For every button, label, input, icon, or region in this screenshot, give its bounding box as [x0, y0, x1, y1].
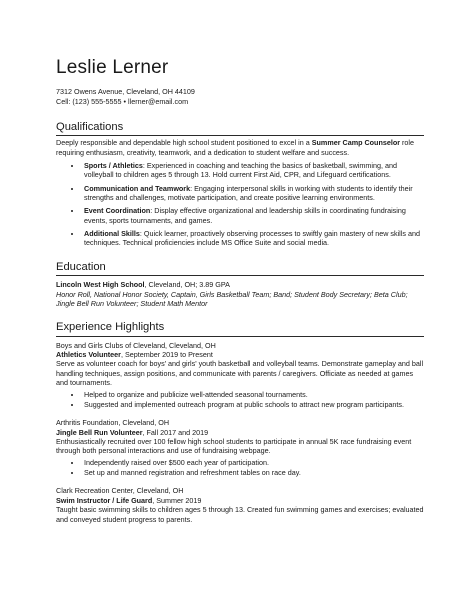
qualifications-list — [56, 161, 424, 248]
section-title-experience: Experience Highlights — [56, 321, 424, 336]
qualification-text: : Engaging interpersonal skills in working with students to identify their strengths and challenges, motivate participation, and create positive learning environments. — [84, 183, 413, 202]
contact-email: llerner@email.com — [128, 97, 189, 107]
education-honors — [56, 290, 424, 309]
qualification-text: : Display effective organizational and leadership skills in coordinating fundraising events, sports tournaments, and games. — [84, 206, 406, 225]
summary-text: Deeply responsible and dependable high school student positioned to excel in a — [56, 138, 312, 148]
education-school-line — [56, 280, 424, 289]
experience-role-line — [56, 496, 424, 505]
experience-dates: , September 2019 to Present — [120, 350, 213, 360]
experience-description: Serve as volunteer coach for boys' and girls' youth basketball and volleyball teams. Demonstrate gameplay and ball handling techniques, assign positions, and communicate with parents / caregivers. Officiate as needed at games and tournaments. — [56, 359, 424, 388]
experience-bullet: • Helped to organize and publicize well-attended seasonal tournaments. — [82, 390, 424, 399]
contact-address: 7312 Owens Avenue, Cleveland, OH 44109 — [56, 86, 195, 96]
summary-target-role: Summer Camp Counselor — [311, 138, 401, 148]
qualification-label: Additional Skills — [84, 229, 140, 239]
qualification-item — [82, 229, 424, 248]
qualification-label: Communication and Teamwork — [84, 183, 191, 193]
contact-line — [56, 97, 424, 107]
qualifications-summary — [56, 138, 424, 157]
school-name: Lincoln West High School — [56, 280, 145, 290]
qualification-item — [82, 184, 424, 203]
experience-role-line — [56, 350, 424, 359]
honors-text: Honor Roll, National Honor Society, Captain, Girls Basketball Team; Band; Student Body Secretary; Beta Club; Jingle Bell Run Volunteer; Student Math Mentor — [56, 289, 408, 308]
experience-entry — [56, 341, 424, 410]
experience-entry — [56, 418, 424, 477]
candidate-name: Leslie Lerner — [56, 57, 169, 78]
experience-description: Enthusiastically recruited over 100 fellow high school students to participate in annual 5K race fundraising event through both personal interactions and use of fundraising webpage. — [56, 436, 412, 456]
experience-bullet: • Independently raised over $500 each year of participation. — [82, 458, 424, 467]
qualification-item — [82, 161, 424, 180]
experience-org: Boys and Girls Clubs of Cleveland, Cleveland, OH — [56, 340, 216, 350]
experience-org: Clark Recreation Center, Cleveland, OH — [56, 486, 184, 496]
experience-bullets — [56, 390, 424, 410]
qualification-label: Event Coordination — [84, 206, 151, 216]
qualification-label: Sports / Athletics — [84, 160, 143, 170]
experience-org: Arthritis Foundation, Cleveland, OH — [56, 418, 170, 428]
experience-role-line — [56, 428, 424, 437]
contact-phone: Cell: (123) 555-5555 — [56, 97, 122, 107]
experience-bullets — [56, 458, 424, 478]
contact-separator: • — [121, 97, 129, 107]
qualification-text: : Experienced in coaching and teaching the basics of basketball, swimming, and volleyball to children ages 5 through 13. Hold current First Aid, CPR, and Lifeguard certifications. — [84, 160, 397, 180]
experience-dates: , Summer 2019 — [152, 495, 202, 505]
section-title-education: Education — [56, 261, 424, 276]
summary-text-end: role requiring enthusiasm, creativity, teamwork, and a dedication to student welfare and success. — [56, 138, 414, 157]
experience-bullet: • Suggested and implemented outreach program at public schools to attract new program participants. — [82, 400, 424, 409]
section-title-qualifications: Qualifications — [56, 121, 424, 136]
experience-entry — [56, 486, 424, 523]
experience-description: Taught basic swimming skills to children ages 5 through 13. Created fun swimming games and exercises; evaluated and conveyed student progress to parents. — [56, 505, 424, 524]
experience-dates: , Fall 2017 and 2019 — [142, 427, 209, 437]
experience-role: Athletics Volunteer — [56, 350, 121, 360]
experience-role: Jingle Bell Run Volunteer — [56, 427, 143, 437]
qualification-item — [82, 206, 424, 225]
experience-bullet: • Set up and manned registration and refreshment tables on race day. — [82, 468, 424, 477]
qualification-text: : Quick learner, proactively observing processes to swiftly gain mastery of new skills and techniques. Technical proficiencies include MS Office Suite and social media. — [84, 229, 420, 248]
school-details: , Cleveland, OH; 3.89 GPA — [144, 280, 230, 290]
experience-role: Swim Instructor / Life Guard — [56, 495, 153, 505]
